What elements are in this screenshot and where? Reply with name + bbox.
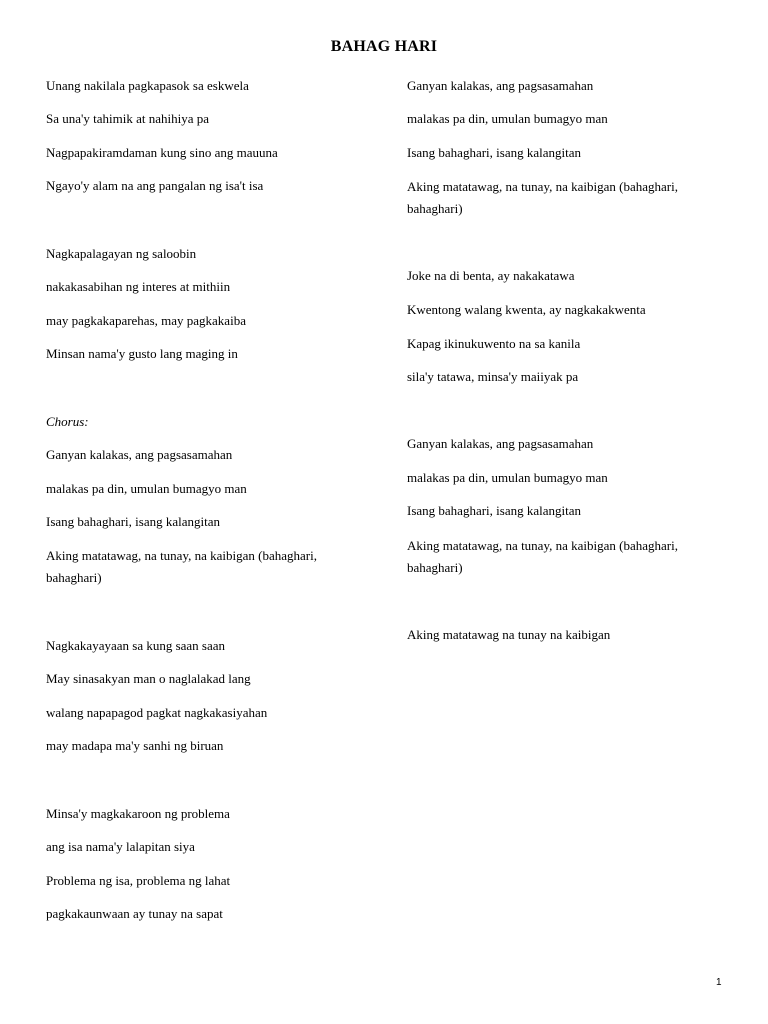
lyric-line: May sinasakyan man o naglalakad lang <box>46 671 251 686</box>
lyric-line: Kwentong walang kwenta, ay nagkakakwenta <box>407 302 646 317</box>
document-title: BAHAG HARI <box>330 38 438 55</box>
lyric-line: Sa una'y tahimik at nahihiya pa <box>46 111 209 126</box>
chorus-label: Chorus: <box>46 414 89 429</box>
lyric-line: Ganyan kalakas, ang pagsasamahan <box>407 78 594 93</box>
lyric-line: bahaghari) <box>407 560 463 575</box>
lyric-line: sila'y tatawa, minsa'y maiiyak pa <box>407 369 579 384</box>
lyric-line: Kapag ikinukuwento na sa kanila <box>407 336 581 351</box>
lyric-line: Isang bahaghari, isang kalangitan <box>407 145 581 160</box>
lyric-line: malakas pa din, umulan bumagyo man <box>407 111 608 126</box>
lyric-line: bahaghari) <box>407 201 463 216</box>
lyric-line: Minsa'y magkakaroon ng problema <box>46 806 230 821</box>
lyric-line: Isang bahaghari, isang kalangitan <box>407 503 581 518</box>
lyric-line: pagkakaunwaan ay tunay na sapat <box>46 906 223 921</box>
lyric-line: Minsan nama'y gusto lang maging in <box>46 346 238 361</box>
lyric-line: Ngayo'y alam na ang pangalan ng isa't isa <box>46 178 264 193</box>
lyric-line: Aking matatawag, na tunay, na kaibigan (bahaghari, <box>407 179 678 194</box>
lyric-line: Ganyan kalakas, ang pagsasamahan <box>407 436 594 451</box>
lyric-line: nakakasabihan ng interes at mithiin <box>46 279 231 294</box>
lyric-line: malakas pa din, umulan bumagyo man <box>407 470 608 485</box>
page-number: 1 <box>716 977 722 988</box>
lyric-line: walang napapagod pagkat nagkakasiyahan <box>46 705 268 720</box>
lyric-line: Nagkapalagayan ng saloobin <box>46 246 197 261</box>
lyric-line: ang isa nama'y lalapitan siya <box>46 839 195 854</box>
lyric-line: may madapa ma'y sanhi ng biruan <box>46 738 224 753</box>
lyric-line: Nagpapakiramdaman kung sino ang mauuna <box>46 145 278 160</box>
lyric-line: Aking matatawag, na tunay, na kaibigan (bahaghari, <box>46 548 317 563</box>
lyric-line: Isang bahaghari, isang kalangitan <box>46 514 220 529</box>
lyric-line: malakas pa din, umulan bumagyo man <box>46 481 247 496</box>
lyric-line: Joke na di benta, ay nakakatawa <box>407 268 575 283</box>
lyric-line: Nagkakayayaan sa kung saan saan <box>46 638 226 653</box>
lyric-line: Aking matatawag na tunay na kaibigan <box>407 627 611 642</box>
lyric-line: may pagkakaparehas, may pagkakaiba <box>46 313 246 328</box>
lyric-line: bahaghari) <box>46 570 102 585</box>
lyric-line: Ganyan kalakas, ang pagsasamahan <box>46 447 233 462</box>
lyric-line: Unang nakilala pagkapasok sa eskwela <box>46 78 249 93</box>
lyric-line: Problema ng isa, problema ng lahat <box>46 873 231 888</box>
lyric-line: Aking matatawag, na tunay, na kaibigan (bahaghari, <box>407 538 678 553</box>
